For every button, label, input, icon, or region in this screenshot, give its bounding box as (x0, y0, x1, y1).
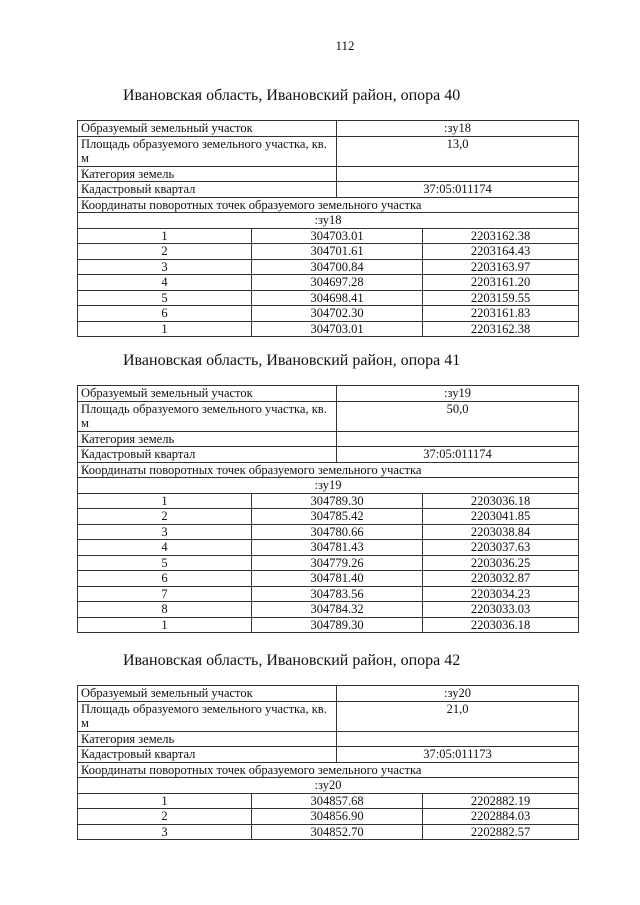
point-y: 2203034.23 (423, 586, 579, 602)
coordinate-row (78, 228, 579, 244)
point-number: 2 (78, 809, 252, 825)
coordinate-row (78, 809, 579, 825)
point-y: 2203162.38 (423, 321, 579, 337)
coordinate-row (78, 524, 579, 540)
point-y: 2202882.57 (423, 824, 579, 840)
area-row (78, 136, 579, 166)
point-x: 304789.30 (252, 493, 423, 509)
area-row (78, 401, 579, 431)
parcel-row (78, 386, 579, 402)
category-value (337, 166, 579, 182)
coordinate-row (78, 540, 579, 556)
point-y: 2203161.83 (423, 306, 579, 322)
point-x: 304700.84 (252, 259, 423, 275)
cadastral-row (78, 747, 579, 763)
point-number: 8 (78, 602, 252, 618)
point-number: 1 (78, 493, 252, 509)
category-row (78, 431, 579, 447)
cadastral-value: 37:05:011173 (337, 747, 579, 763)
point-number: 1 (78, 793, 252, 809)
coordinate-row (78, 571, 579, 587)
coordinate-row (78, 306, 579, 322)
category-value (337, 431, 579, 447)
coordinate-row (78, 259, 579, 275)
point-number: 1 (78, 321, 252, 337)
coordinate-row (78, 617, 579, 633)
point-y: 2202884.03 (423, 809, 579, 825)
coords-parcel-id: :зу19 (78, 478, 579, 494)
coordinates-table (77, 793, 579, 841)
point-x: 304702.30 (252, 306, 423, 322)
point-number: 1 (78, 617, 252, 633)
category-label: Категория земель (78, 731, 337, 747)
coords-parcel-row (78, 478, 579, 494)
coords-parcel-id: :зу18 (78, 213, 579, 229)
point-x: 304789.30 (252, 617, 423, 633)
cadastral-value: 37:05:011174 (337, 182, 579, 198)
point-x: 304701.61 (252, 244, 423, 260)
parcel-info-table (77, 120, 579, 229)
parcel-id: :зу19 (337, 386, 579, 402)
point-y: 2203159.55 (423, 290, 579, 306)
parcel-table-block (77, 685, 578, 840)
coords-title: Координаты поворотных точек образуемого земельного участка (78, 462, 579, 478)
point-y: 2203038.84 (423, 524, 579, 540)
point-x: 304856.90 (252, 809, 423, 825)
point-number: 5 (78, 555, 252, 571)
coordinate-row (78, 509, 579, 525)
coords-parcel-row (78, 213, 579, 229)
point-y: 2203033.03 (423, 602, 579, 618)
coords-title-row (78, 762, 579, 778)
cadastral-label: Кадастровый квартал (78, 182, 337, 198)
point-y: 2203036.18 (423, 617, 579, 633)
category-label: Категория земель (78, 166, 337, 182)
parcel-id: :зу20 (337, 686, 579, 702)
coords-parcel-row (78, 778, 579, 794)
coordinate-row (78, 275, 579, 291)
point-y: 2202882.19 (423, 793, 579, 809)
point-y: 2203162.38 (423, 228, 579, 244)
cadastral-label: Кадастровый квартал (78, 747, 337, 763)
section-heading: Ивановская область, Ивановский район, опора 40 (123, 87, 461, 104)
coordinate-row (78, 793, 579, 809)
point-y: 2203032.87 (423, 571, 579, 587)
point-x: 304780.66 (252, 524, 423, 540)
point-y: 2203163.97 (423, 259, 579, 275)
cadastral-label: Кадастровый квартал (78, 447, 337, 463)
point-x: 304703.01 (252, 321, 423, 337)
category-value (337, 731, 579, 747)
page-number: 112 (335, 38, 355, 53)
parcel-info-table (77, 385, 579, 494)
point-number: 3 (78, 824, 252, 840)
point-number: 5 (78, 290, 252, 306)
section-heading: Ивановская область, Ивановский район, опора 41 (123, 352, 461, 369)
coords-title-row (78, 197, 579, 213)
parcel-row (78, 686, 579, 702)
parcel-info-table (77, 685, 579, 794)
parcel-label: Образуемый земельный участок (78, 121, 337, 137)
coordinates-table (77, 228, 579, 338)
point-number: 6 (78, 306, 252, 322)
coordinates-table (77, 493, 579, 634)
point-y: 2203164.43 (423, 244, 579, 260)
point-x: 304697.28 (252, 275, 423, 291)
coordinate-row (78, 493, 579, 509)
point-x: 304852.70 (252, 824, 423, 840)
point-number: 2 (78, 244, 252, 260)
point-y: 2203036.18 (423, 493, 579, 509)
coords-title-row (78, 462, 579, 478)
parcel-row (78, 121, 579, 137)
point-x: 304857.68 (252, 793, 423, 809)
parcel-label: Образуемый земельный участок (78, 686, 337, 702)
point-number: 4 (78, 540, 252, 556)
category-row (78, 731, 579, 747)
coords-title: Координаты поворотных точек образуемого земельного участка (78, 197, 579, 213)
category-label: Категория земель (78, 431, 337, 447)
cadastral-row (78, 182, 579, 198)
point-x: 304781.40 (252, 571, 423, 587)
point-y: 2203037.63 (423, 540, 579, 556)
area-label: Площадь образуемого земельного участка, кв. м (78, 401, 337, 431)
parcel-id: :зу18 (337, 121, 579, 137)
coords-parcel-id: :зу20 (78, 778, 579, 794)
point-number: 3 (78, 524, 252, 540)
point-number: 2 (78, 509, 252, 525)
area-value: 21,0 (337, 701, 579, 731)
point-x: 304698.41 (252, 290, 423, 306)
point-y: 2203036.25 (423, 555, 579, 571)
area-label: Площадь образуемого земельного участка, кв. м (78, 701, 337, 731)
point-y: 2203041.85 (423, 509, 579, 525)
cadastral-row (78, 447, 579, 463)
point-number: 3 (78, 259, 252, 275)
point-x: 304779.26 (252, 555, 423, 571)
parcel-table-block (77, 385, 578, 633)
coordinate-row (78, 602, 579, 618)
coordinate-row (78, 244, 579, 260)
point-number: 1 (78, 228, 252, 244)
cadastral-value: 37:05:011174 (337, 447, 579, 463)
area-row (78, 701, 579, 731)
coordinate-row (78, 321, 579, 337)
point-x: 304703.01 (252, 228, 423, 244)
coordinate-row (78, 290, 579, 306)
parcel-label: Образуемый земельный участок (78, 386, 337, 402)
point-x: 304784.32 (252, 602, 423, 618)
coordinate-row (78, 824, 579, 840)
coordinate-row (78, 555, 579, 571)
area-label: Площадь образуемого земельного участка, кв. м (78, 136, 337, 166)
parcel-table-block (77, 120, 578, 337)
area-value: 50,0 (337, 401, 579, 431)
coords-title: Координаты поворотных точек образуемого земельного участка (78, 762, 579, 778)
point-y: 2203161.20 (423, 275, 579, 291)
point-x: 304783.56 (252, 586, 423, 602)
section-heading: Ивановская область, Ивановский район, опора 42 (123, 652, 461, 669)
area-value: 13,0 (337, 136, 579, 166)
coordinate-row (78, 586, 579, 602)
point-x: 304785.42 (252, 509, 423, 525)
point-number: 6 (78, 571, 252, 587)
point-number: 4 (78, 275, 252, 291)
point-number: 7 (78, 586, 252, 602)
category-row (78, 166, 579, 182)
point-x: 304781.43 (252, 540, 423, 556)
